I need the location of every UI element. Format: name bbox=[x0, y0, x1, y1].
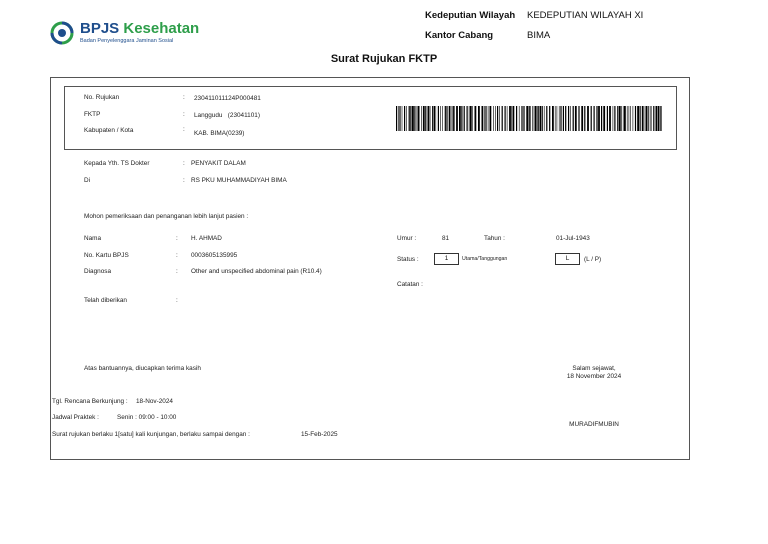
barcode-image bbox=[396, 106, 662, 131]
kabupaten-label: Kabupaten / Kota bbox=[84, 127, 134, 134]
rencana-value: 18-Nov-2024 bbox=[136, 398, 173, 405]
colon: : bbox=[183, 177, 185, 184]
brand-accent: Kesehatan bbox=[123, 20, 200, 37]
wilayah-value: KEDEPUTIAN WILAYAH XI bbox=[527, 10, 644, 21]
salam-text: Salam sejawat, bbox=[572, 365, 616, 372]
dokter-value: PENYAKIT DALAM bbox=[191, 160, 246, 167]
berlaku-text: Surat rujukan berlaku 1[satu] kali kunjungan, berlaku sampai dengan : bbox=[52, 431, 250, 438]
status-box: 1 bbox=[434, 253, 459, 265]
thanks-text: Atas bantuannya, diucapkan terima kasih bbox=[84, 365, 201, 372]
status-label: Status : bbox=[397, 256, 419, 263]
colon: : bbox=[176, 252, 178, 259]
diagnosa-label: Diagnosa bbox=[84, 268, 112, 275]
no-rujukan-label: No. Rujukan bbox=[84, 94, 120, 101]
di-value: RS PKU MUHAMMADIYAH BIMA bbox=[191, 177, 287, 184]
berlaku-value: 15-Feb-2025 bbox=[301, 431, 338, 438]
fktp-label: FKTP bbox=[84, 111, 101, 118]
telah-diberikan-label: Telah diberikan bbox=[84, 297, 127, 304]
kartu-value: 0003605135995 bbox=[191, 252, 238, 259]
kabupaten-value: KAB. BIMA(0239) bbox=[194, 130, 245, 137]
cabang-label: Kantor Cabang bbox=[425, 30, 494, 41]
tahun-label: Tahun : bbox=[484, 235, 505, 242]
jadwal-label: Jadwal Praktek : bbox=[52, 414, 99, 421]
colon: : bbox=[183, 126, 185, 133]
bpjs-logo-icon bbox=[50, 21, 74, 45]
status-desc: Utama/Tanggungan bbox=[462, 256, 508, 262]
diagnosa-value: Other and unspecified abdominal pain (R10.4) bbox=[191, 268, 322, 275]
tanggal-lahir: 01-Jul-1943 bbox=[556, 235, 590, 242]
umur-value: 81 bbox=[442, 235, 450, 242]
bpjs-logo bbox=[50, 20, 210, 48]
intro-text: Mohon pemeriksaan dan penanganan lebih lanjut pasien : bbox=[84, 213, 249, 220]
document-title: Surat Rujukan FKTP bbox=[330, 53, 438, 65]
colon: : bbox=[176, 297, 178, 304]
jadwal-value: Senin : 09:00 - 10:00 bbox=[117, 414, 177, 421]
no-rujukan-value: 230411011124P000481 bbox=[194, 95, 261, 102]
catatan-label: Catatan : bbox=[397, 281, 423, 288]
gender-desc: (L / P) bbox=[584, 256, 602, 263]
cabang-value: BIMA bbox=[527, 30, 551, 41]
salam-date: 18 November 2024 bbox=[566, 373, 622, 380]
colon: : bbox=[183, 94, 185, 101]
dokter-label: Kepada Yth. TS Dokter bbox=[84, 160, 150, 167]
colon: : bbox=[183, 111, 185, 118]
brand-subtitle: Badan Penyelenggara Jaminan Sosial bbox=[80, 38, 174, 44]
nama-value: H. AHMAD bbox=[191, 235, 222, 242]
wilayah-label: Kedeputian Wilayah bbox=[425, 10, 516, 21]
brand-name bbox=[80, 20, 199, 37]
brand-main: BPJS bbox=[80, 20, 120, 37]
fktp-value: Langgudu (23041101) bbox=[194, 112, 260, 119]
umur-label: Umur : bbox=[397, 235, 417, 242]
gender-box: L bbox=[555, 253, 580, 265]
colon: : bbox=[176, 268, 178, 275]
kartu-label: No. Kartu BPJS bbox=[84, 252, 129, 259]
colon: : bbox=[176, 235, 178, 242]
doctor-name: MURADIFMUBIN bbox=[569, 421, 619, 428]
di-label: Di bbox=[84, 177, 91, 184]
rencana-label: Tgl. Rencana Berkunjung : bbox=[52, 398, 128, 405]
colon: : bbox=[183, 160, 185, 167]
nama-label: Nama bbox=[84, 235, 102, 242]
